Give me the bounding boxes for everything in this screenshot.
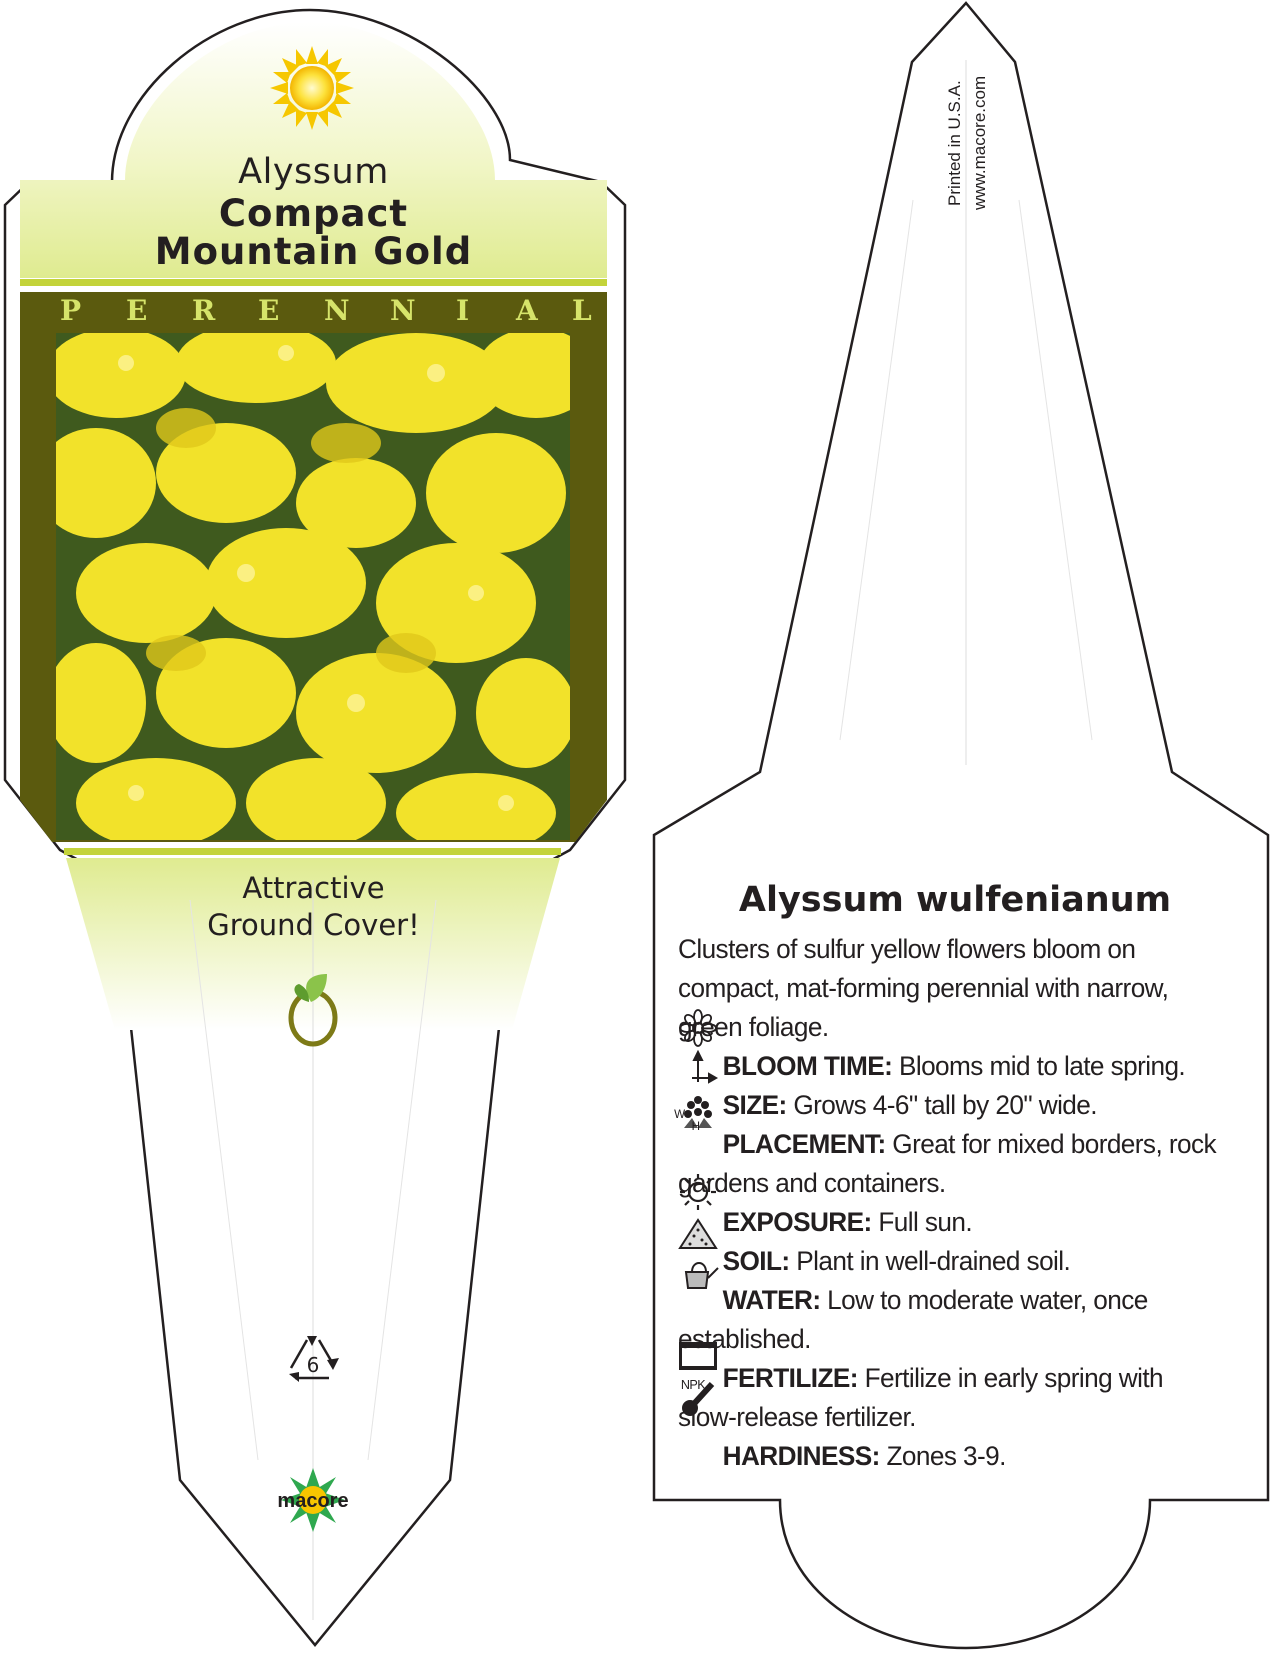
description-block	[674, 930, 1221, 1476]
category-letter: A	[516, 294, 538, 327]
header-lime-rule	[20, 279, 607, 286]
category-letter: L	[572, 294, 592, 327]
plant-cultivar-line2: Mountain Gold	[154, 230, 473, 273]
category-letter: E	[126, 294, 148, 327]
lower-lime-rule	[64, 848, 561, 855]
size-w-letter: W	[674, 1107, 685, 1121]
detail-text: Great for mixed borders, rock gardens and containers.	[678, 1129, 1217, 1198]
npk-text: NPK	[680, 1377, 706, 1392]
detail-size	[674, 1086, 1221, 1133]
detail-water	[678, 1281, 1221, 1359]
detail-label: PLACEMENT:	[722, 1129, 886, 1159]
detail-text: Plant in well-drained soil.	[796, 1246, 1071, 1276]
category-letter: N	[324, 294, 350, 327]
category-letter: R	[192, 294, 216, 327]
tagline	[120, 870, 507, 944]
detail-label: BLOOM TIME:	[722, 1051, 893, 1081]
detail-hardiness	[678, 1437, 1221, 1476]
tagline-line1: Attractive	[242, 871, 385, 905]
detail-text: Zones 3-9.	[886, 1441, 1006, 1471]
printed-in-text: Printed in U.S.A.	[945, 80, 964, 206]
category-letter: P	[60, 294, 82, 327]
detail-soil	[678, 1242, 1221, 1281]
category-letter: N	[390, 294, 416, 327]
plant-cultivar-line1: Compact	[218, 192, 409, 235]
macore-logo-text: macore	[277, 1490, 349, 1512]
detail-label: WATER:	[722, 1285, 821, 1315]
detail-label: SIZE:	[722, 1090, 787, 1120]
detail-fertilize	[678, 1359, 1221, 1437]
detail-label: EXPOSURE:	[722, 1207, 872, 1237]
website-text: www.macore.com	[970, 75, 989, 210]
category-banner	[20, 294, 607, 330]
detail-label: FERTILIZE:	[722, 1363, 858, 1393]
recycle-number: 6	[306, 1353, 320, 1377]
detail-text: Low to moderate water, once established.	[678, 1285, 1148, 1354]
detail-text: Full sun.	[878, 1207, 973, 1237]
detail-label: SOIL:	[722, 1246, 790, 1276]
plant-photo	[56, 333, 570, 840]
botanical-name: Alyssum wulfenianum	[738, 880, 1172, 920]
detail-placement	[678, 1125, 1221, 1203]
detail-exposure	[678, 1203, 1221, 1242]
detail-label: HARDINESS:	[722, 1441, 880, 1471]
tagline-line2: Ground Cover!	[207, 908, 420, 942]
detail-text: Grows 4-6" tall by 20" wide.	[793, 1090, 1097, 1120]
description: Clusters of sulfur yellow flowers bloom on compact, mat-forming perennial with narrow, green foliage.	[678, 934, 1169, 1042]
category-letter: I	[456, 294, 470, 327]
sun-icon	[270, 46, 354, 130]
detail-text: Blooms mid to late spring.	[898, 1051, 1186, 1081]
detail-bloom-time	[678, 1047, 1221, 1086]
plant-common-name: Alyssum	[238, 152, 389, 192]
category-letter: E	[258, 294, 280, 327]
detail-text: Fertilize in early spring with slow-release fertilizer.	[678, 1363, 1163, 1432]
size-h-letter: H	[691, 1119, 700, 1133]
